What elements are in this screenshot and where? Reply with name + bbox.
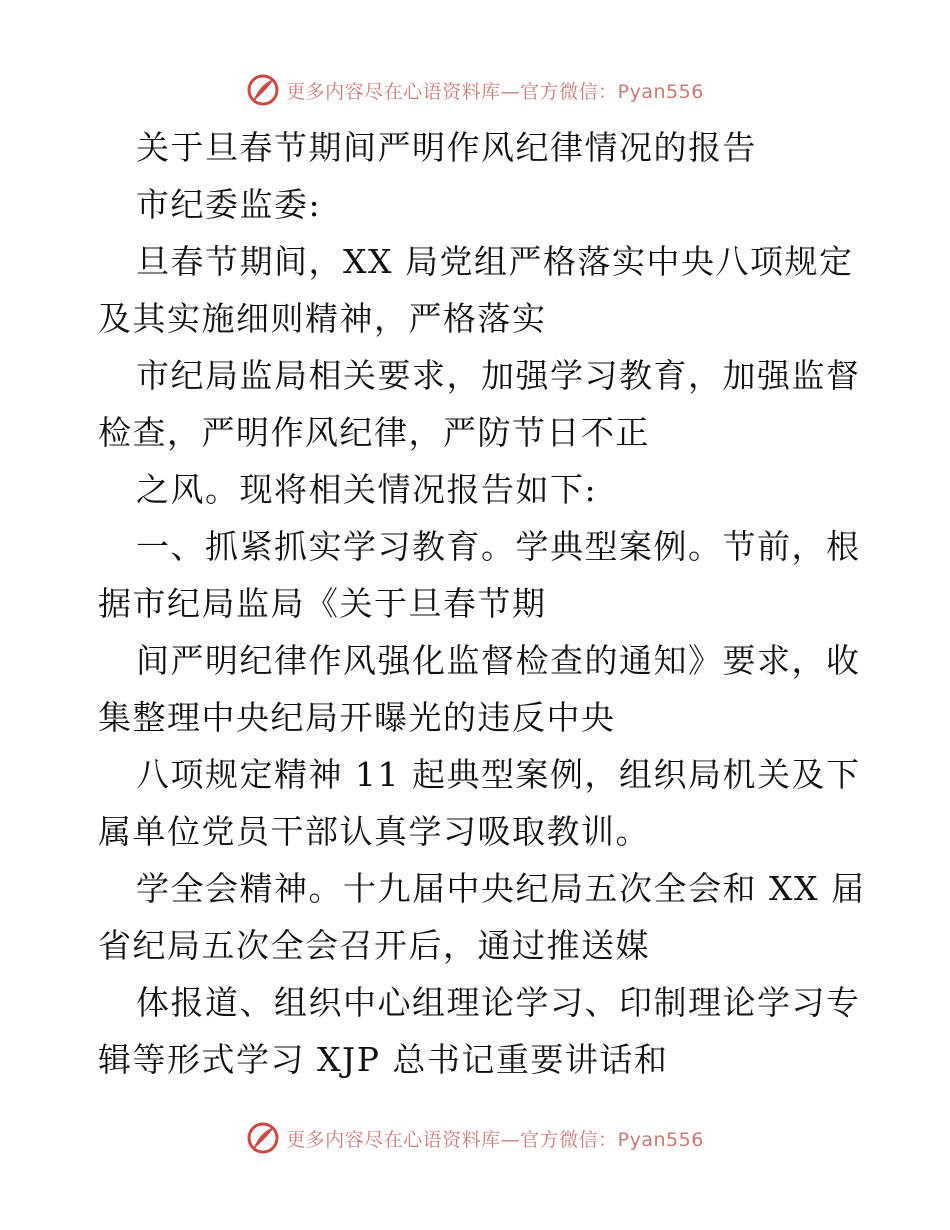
document-recipient: 市纪委监委: [136, 185, 322, 224]
header-watermark-banner [0, 70, 950, 110]
quill-logo-icon [246, 1121, 280, 1155]
paragraph-line: 据市纪局监局《关于旦春节期 [98, 584, 547, 623]
quill-logo-icon [246, 73, 280, 107]
paragraph-line: 市纪局监局相关要求，加强学习教育，加强监督 [136, 356, 861, 395]
paragraph-line: 属单位党员干部认真学习吸取教训。 [98, 812, 650, 851]
paragraph-line: 省纪局五次全会召开后，通过推送媒 [98, 926, 650, 965]
paragraph-line: 间严明纪律作风强化监督检查的通知》要求，收 [136, 641, 861, 680]
paragraph-line: 体报道、组织中心组理论学习、印制理论学习专 [136, 983, 861, 1022]
footer-watermark-banner [0, 1118, 950, 1158]
paragraph-line: 旦春节期间，XX 局党组严格落实中央八项规定 [136, 242, 854, 281]
paragraph-line: 学全会精神。十九届中央纪局五次全会和 XX 届 [136, 869, 866, 908]
paragraph-line: 之风。现将相关情况报告如下: [136, 470, 598, 509]
header-watermark-text: 更多内容尽在心语资料库—官方微信：Pyan556 [286, 80, 704, 103]
paragraph-line: 一、抓紧抓实学习教育。学典型案例。节前，根 [136, 527, 861, 566]
paragraph-line: 集整理中央纪局开曝光的违反中央 [98, 698, 616, 737]
paragraph-line: 及其实施细则精神，严格落实 [98, 299, 547, 338]
footer-watermark-text: 更多内容尽在心语资料库—官方微信：Pyan556 [286, 1128, 704, 1151]
paragraph-line: 检查，严明作风纪律，严防节日不正 [98, 413, 650, 452]
paragraph-line: 八项规定精神 11 起典型案例，组织局机关及下 [136, 755, 861, 794]
paragraph-line: 辑等形式学习 XJP 总书记重要讲话和 [98, 1040, 669, 1079]
document-title: 关于旦春节期间严明作风纪律情况的报告 [136, 128, 757, 167]
